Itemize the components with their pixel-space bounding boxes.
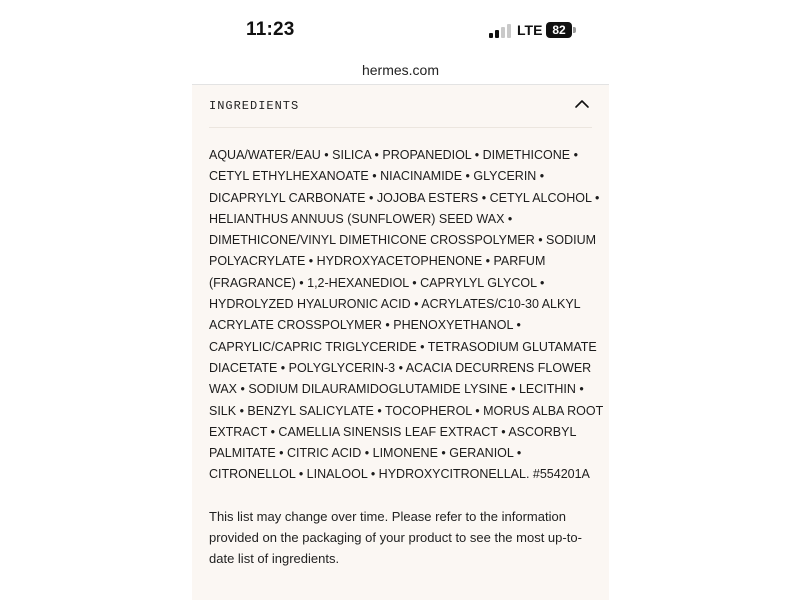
status-bar bbox=[192, 0, 609, 58]
address-bar[interactable] bbox=[192, 58, 609, 85]
network-type: LTE bbox=[517, 22, 543, 38]
page-url[interactable]: hermes.com bbox=[361, 62, 440, 78]
ingredients-line: (FRAGRANCE) • 1,2-HEXANEDIOL • CAPRYLYL GLYCOL • bbox=[209, 275, 545, 290]
battery-tip bbox=[573, 27, 576, 33]
ingredients-line: DIACETATE • POLYGLYCERIN-3 • ACACIA DECURRENS FLOWER bbox=[209, 360, 592, 375]
ingredients-line: EXTRACT • CAMELLIA SINENSIS LEAF EXTRACT • ASCORBYL bbox=[209, 424, 577, 439]
ingredients-line: HYDROLYZED HYALURONIC ACID • ACRYLATES/C10-30 ALKYL bbox=[209, 297, 581, 312]
battery-icon: 82 bbox=[546, 22, 572, 38]
ingredients-line: SILK • BENZYL SALICYLATE • TOCOPHEROL • MORUS ALBA ROOT bbox=[209, 403, 604, 418]
phone-screen bbox=[192, 0, 609, 600]
ingredients-line: DIMETHICONE/VINYL DIMETHICONE CROSSPOLYMER • SODIUM bbox=[209, 233, 597, 248]
ingredients-line: PALMITATE • CITRIC ACID • LIMONENE • GERANIOL • bbox=[209, 446, 522, 461]
ingredients-line: DICAPRYLYL CARBONATE • JOJOBA ESTERS • CETYL ALCOHOL • bbox=[209, 190, 600, 205]
ingredients-list bbox=[209, 145, 604, 486]
ingredients-panel bbox=[192, 85, 609, 600]
status-time: 11:23 bbox=[246, 19, 295, 40]
disclaimer-text bbox=[209, 506, 599, 569]
section-title: INGREDIENTS bbox=[209, 99, 300, 113]
ingredients-accordion-header[interactable] bbox=[209, 85, 592, 128]
disclaimer-line: provided on the packaging of your product to see the most up-to- bbox=[209, 530, 582, 545]
ingredients-line: CAPRYLIC/CAPRIC TRIGLYCERIDE • TETRASODIUM GLUTAMATE bbox=[209, 339, 597, 354]
ingredients-line: HELIANTHUS ANNUUS (SUNFLOWER) SEED WAX • bbox=[209, 211, 513, 226]
disclaimer-line: date list of ingredients. bbox=[209, 551, 340, 566]
chevron-up-icon[interactable] bbox=[574, 96, 590, 112]
disclaimer-line: This list may change over time. Please refer to the information bbox=[209, 509, 566, 524]
ingredients-line: CITRONELLOL • LINALOOL • HYDROXYCITRONELLAL. #554201A bbox=[209, 467, 590, 482]
ingredients-line: WAX • SODIUM DILAURAMIDOGLUTAMIDE LYSINE • LECITHIN • bbox=[209, 382, 584, 397]
cellular-signal-icon bbox=[489, 24, 511, 38]
ingredients-line: ACRYLATE CROSSPOLYMER • PHENOXYETHANOL • bbox=[209, 318, 521, 333]
ingredients-line: POLYACRYLATE • HYDROXYACETOPHENONE • PARFUM bbox=[209, 254, 546, 269]
ingredients-line: CETYL ETHYLHEXANOATE • NIACINAMIDE • GLYCERIN • bbox=[209, 169, 545, 184]
ingredients-line: AQUA/WATER/EAU • SILICA • PROPANEDIOL • DIMETHICONE • bbox=[209, 148, 578, 162]
